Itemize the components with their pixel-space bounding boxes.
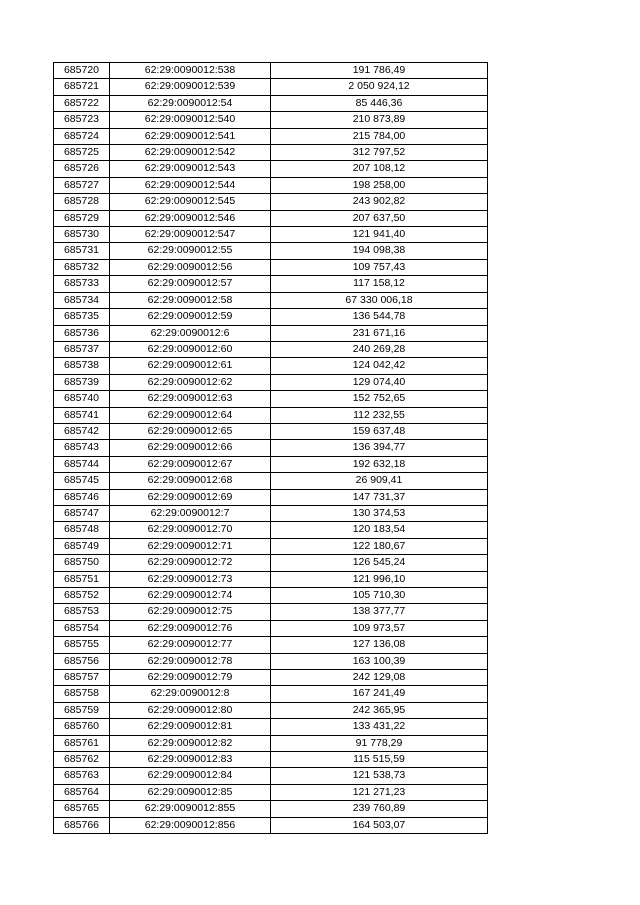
row-number-cell: 685724 (54, 128, 110, 144)
row-number-cell: 685745 (54, 473, 110, 489)
cadastral-number-cell: 62:29:0090012:63 (110, 391, 271, 407)
row-number-cell: 685756 (54, 653, 110, 669)
cadastral-number-cell: 62:29:0090012:75 (110, 604, 271, 620)
row-number-cell: 685762 (54, 752, 110, 768)
table-row (54, 637, 488, 653)
cadastral-value-cell: 109 757,43 (271, 259, 488, 275)
cadastral-number-cell: 62:29:0090012:57 (110, 276, 271, 292)
row-number-cell: 685741 (54, 407, 110, 423)
cadastral-value-cell: 159 637,48 (271, 423, 488, 439)
table-row (54, 735, 488, 751)
table-row (54, 505, 488, 521)
cadastral-value-cell: 240 269,28 (271, 341, 488, 357)
cadastral-number-cell: 62:29:0090012:62 (110, 374, 271, 390)
cadastral-value-cell: 129 074,40 (271, 374, 488, 390)
cadastral-number-cell: 62:29:0090012:78 (110, 653, 271, 669)
table-row (54, 702, 488, 718)
cadastral-number-cell: 62:29:0090012:72 (110, 555, 271, 571)
cadastral-number-cell: 62:29:0090012:544 (110, 177, 271, 193)
table-row (54, 604, 488, 620)
cadastral-value-cell: 26 909,41 (271, 473, 488, 489)
cadastral-number-cell: 62:29:0090012:68 (110, 473, 271, 489)
cadastral-number-cell: 62:29:0090012:541 (110, 128, 271, 144)
cadastral-value-cell: 164 503,07 (271, 817, 488, 833)
table-row (54, 473, 488, 489)
cadastral-number-cell: 62:29:0090012:547 (110, 227, 271, 243)
cadastral-number-cell: 62:29:0090012:66 (110, 440, 271, 456)
cadastral-number-cell: 62:29:0090012:74 (110, 588, 271, 604)
table-row (54, 670, 488, 686)
cadastral-number-cell: 62:29:0090012:7 (110, 505, 271, 521)
row-number-cell: 685764 (54, 784, 110, 800)
cadastral-number-cell: 62:29:0090012:60 (110, 341, 271, 357)
row-number-cell: 685738 (54, 358, 110, 374)
table-row (54, 374, 488, 390)
cadastral-value-cell: 105 710,30 (271, 588, 488, 604)
cadastral-value-cell: 242 365,95 (271, 702, 488, 718)
cadastral-value-cell: 136 544,78 (271, 309, 488, 325)
cadastral-number-cell: 62:29:0090012:543 (110, 161, 271, 177)
cadastral-number-cell: 62:29:0090012:83 (110, 752, 271, 768)
table-row (54, 407, 488, 423)
cadastral-value-cell: 163 100,39 (271, 653, 488, 669)
table-row (54, 620, 488, 636)
table-row (54, 128, 488, 144)
row-number-cell: 685744 (54, 456, 110, 472)
row-number-cell: 685751 (54, 571, 110, 587)
row-number-cell: 685731 (54, 243, 110, 259)
cadastral-number-cell: 62:29:0090012:69 (110, 489, 271, 505)
cadastral-number-cell: 62:29:0090012:58 (110, 292, 271, 308)
cadastral-value-cell: 115 515,59 (271, 752, 488, 768)
cadastral-number-cell: 62:29:0090012:855 (110, 801, 271, 817)
cadastral-value-cell: 138 377,77 (271, 604, 488, 620)
cadastral-value-cell: 121 538,73 (271, 768, 488, 784)
row-number-cell: 685758 (54, 686, 110, 702)
cadastral-number-cell: 62:29:0090012:8 (110, 686, 271, 702)
row-number-cell: 685740 (54, 391, 110, 407)
row-number-cell: 685766 (54, 817, 110, 833)
cadastral-number-cell: 62:29:0090012:85 (110, 784, 271, 800)
row-number-cell: 685728 (54, 194, 110, 210)
row-number-cell: 685757 (54, 670, 110, 686)
table-row (54, 358, 488, 374)
table-row (54, 259, 488, 275)
table-row (54, 227, 488, 243)
cadastral-value-cell: 2 050 924,12 (271, 79, 488, 95)
row-number-cell: 685720 (54, 63, 110, 79)
table-row (54, 341, 488, 357)
cadastral-number-cell: 62:29:0090012:545 (110, 194, 271, 210)
cadastral-value-cell: 126 545,24 (271, 555, 488, 571)
cadastral-number-cell: 62:29:0090012:65 (110, 423, 271, 439)
cadastral-value-cell: 215 784,00 (271, 128, 488, 144)
table-row (54, 801, 488, 817)
row-number-cell: 685739 (54, 374, 110, 390)
cadastral-value-cell: 210 873,89 (271, 112, 488, 128)
row-number-cell: 685763 (54, 768, 110, 784)
cadastral-number-cell: 62:29:0090012:59 (110, 309, 271, 325)
row-number-cell: 685765 (54, 801, 110, 817)
row-number-cell: 685746 (54, 489, 110, 505)
table-row (54, 276, 488, 292)
row-number-cell: 685759 (54, 702, 110, 718)
table-row (54, 243, 488, 259)
cadastral-value-cell: 124 042,42 (271, 358, 488, 374)
cadastral-value-cell: 122 180,67 (271, 538, 488, 554)
table-row (54, 440, 488, 456)
table-row (54, 63, 488, 79)
table-row (54, 653, 488, 669)
cadastral-number-cell: 62:29:0090012:540 (110, 112, 271, 128)
cadastral-number-cell: 62:29:0090012:71 (110, 538, 271, 554)
cadastral-value-cell: 243 902,82 (271, 194, 488, 210)
row-number-cell: 685725 (54, 145, 110, 161)
table-row (54, 95, 488, 111)
cadastral-value-table (53, 62, 488, 834)
cadastral-value-cell: 152 752,65 (271, 391, 488, 407)
row-number-cell: 685761 (54, 735, 110, 751)
row-number-cell: 685755 (54, 637, 110, 653)
cadastral-number-cell: 62:29:0090012:54 (110, 95, 271, 111)
cadastral-number-cell: 62:29:0090012:77 (110, 637, 271, 653)
cadastral-value-cell: 127 136,08 (271, 637, 488, 653)
cadastral-number-cell: 62:29:0090012:539 (110, 79, 271, 95)
row-number-cell: 685733 (54, 276, 110, 292)
row-number-cell: 685736 (54, 325, 110, 341)
cadastral-number-cell: 62:29:0090012:856 (110, 817, 271, 833)
table-row (54, 489, 488, 505)
cadastral-value-cell: 167 241,49 (271, 686, 488, 702)
table-row (54, 784, 488, 800)
row-number-cell: 685737 (54, 341, 110, 357)
cadastral-number-cell: 62:29:0090012:70 (110, 522, 271, 538)
row-number-cell: 685749 (54, 538, 110, 554)
table-row (54, 391, 488, 407)
cadastral-number-cell: 62:29:0090012:55 (110, 243, 271, 259)
table-row (54, 571, 488, 587)
cadastral-value-cell: 147 731,37 (271, 489, 488, 505)
cadastral-number-cell: 62:29:0090012:64 (110, 407, 271, 423)
cadastral-value-cell: 207 108,12 (271, 161, 488, 177)
cadastral-value-cell: 194 098,38 (271, 243, 488, 259)
table-row (54, 145, 488, 161)
cadastral-number-cell: 62:29:0090012:542 (110, 145, 271, 161)
cadastral-number-cell: 62:29:0090012:73 (110, 571, 271, 587)
row-number-cell: 685732 (54, 259, 110, 275)
table-row (54, 79, 488, 95)
table-row (54, 555, 488, 571)
table-row (54, 456, 488, 472)
cadastral-number-cell: 62:29:0090012:546 (110, 210, 271, 226)
cadastral-number-cell: 62:29:0090012:56 (110, 259, 271, 275)
row-number-cell: 685727 (54, 177, 110, 193)
cadastral-value-cell: 136 394,77 (271, 440, 488, 456)
cadastral-value-cell: 192 632,18 (271, 456, 488, 472)
table-row (54, 752, 488, 768)
cadastral-value-cell: 121 271,23 (271, 784, 488, 800)
table-row (54, 768, 488, 784)
cadastral-value-cell: 198 258,00 (271, 177, 488, 193)
row-number-cell: 685742 (54, 423, 110, 439)
cadastral-value-cell: 239 760,89 (271, 801, 488, 817)
cadastral-value-cell: 121 941,40 (271, 227, 488, 243)
row-number-cell: 685748 (54, 522, 110, 538)
table-row (54, 538, 488, 554)
table-row (54, 719, 488, 735)
cadastral-value-cell: 109 973,57 (271, 620, 488, 636)
cadastral-number-cell: 62:29:0090012:79 (110, 670, 271, 686)
table-row (54, 588, 488, 604)
cadastral-number-cell: 62:29:0090012:80 (110, 702, 271, 718)
table-row (54, 161, 488, 177)
row-number-cell: 685730 (54, 227, 110, 243)
cadastral-value-cell: 67 330 006,18 (271, 292, 488, 308)
cadastral-number-cell: 62:29:0090012:84 (110, 768, 271, 784)
table-row (54, 423, 488, 439)
row-number-cell: 685760 (54, 719, 110, 735)
table-row (54, 325, 488, 341)
cadastral-number-cell: 62:29:0090012:538 (110, 63, 271, 79)
table-row (54, 177, 488, 193)
cadastral-number-cell: 62:29:0090012:81 (110, 719, 271, 735)
cadastral-value-cell: 112 232,55 (271, 407, 488, 423)
table-row (54, 292, 488, 308)
cadastral-value-cell: 91 778,29 (271, 735, 488, 751)
row-number-cell: 685722 (54, 95, 110, 111)
table-row (54, 817, 488, 833)
cadastral-value-cell: 191 786,49 (271, 63, 488, 79)
row-number-cell: 685723 (54, 112, 110, 128)
cadastral-value-cell: 242 129,08 (271, 670, 488, 686)
cadastral-value-cell: 120 183,54 (271, 522, 488, 538)
table-row (54, 210, 488, 226)
row-number-cell: 685729 (54, 210, 110, 226)
cadastral-value-cell: 130 374,53 (271, 505, 488, 521)
row-number-cell: 685721 (54, 79, 110, 95)
row-number-cell: 685735 (54, 309, 110, 325)
cadastral-value-cell: 121 996,10 (271, 571, 488, 587)
cadastral-value-cell: 231 671,16 (271, 325, 488, 341)
cadastral-value-cell: 117 158,12 (271, 276, 488, 292)
cadastral-number-cell: 62:29:0090012:82 (110, 735, 271, 751)
table-body (54, 63, 488, 834)
table-row (54, 194, 488, 210)
cadastral-value-cell: 312 797,52 (271, 145, 488, 161)
row-number-cell: 685726 (54, 161, 110, 177)
cadastral-value-cell: 85 446,36 (271, 95, 488, 111)
cadastral-number-cell: 62:29:0090012:6 (110, 325, 271, 341)
row-number-cell: 685752 (54, 588, 110, 604)
cadastral-number-cell: 62:29:0090012:76 (110, 620, 271, 636)
row-number-cell: 685750 (54, 555, 110, 571)
table-row (54, 686, 488, 702)
row-number-cell: 685754 (54, 620, 110, 636)
cadastral-value-cell: 133 431,22 (271, 719, 488, 735)
cadastral-number-cell: 62:29:0090012:61 (110, 358, 271, 374)
row-number-cell: 685743 (54, 440, 110, 456)
cadastral-number-cell: 62:29:0090012:67 (110, 456, 271, 472)
table-row (54, 112, 488, 128)
row-number-cell: 685753 (54, 604, 110, 620)
table-row (54, 522, 488, 538)
row-number-cell: 685747 (54, 505, 110, 521)
table-row (54, 309, 488, 325)
row-number-cell: 685734 (54, 292, 110, 308)
cadastral-value-cell: 207 637,50 (271, 210, 488, 226)
